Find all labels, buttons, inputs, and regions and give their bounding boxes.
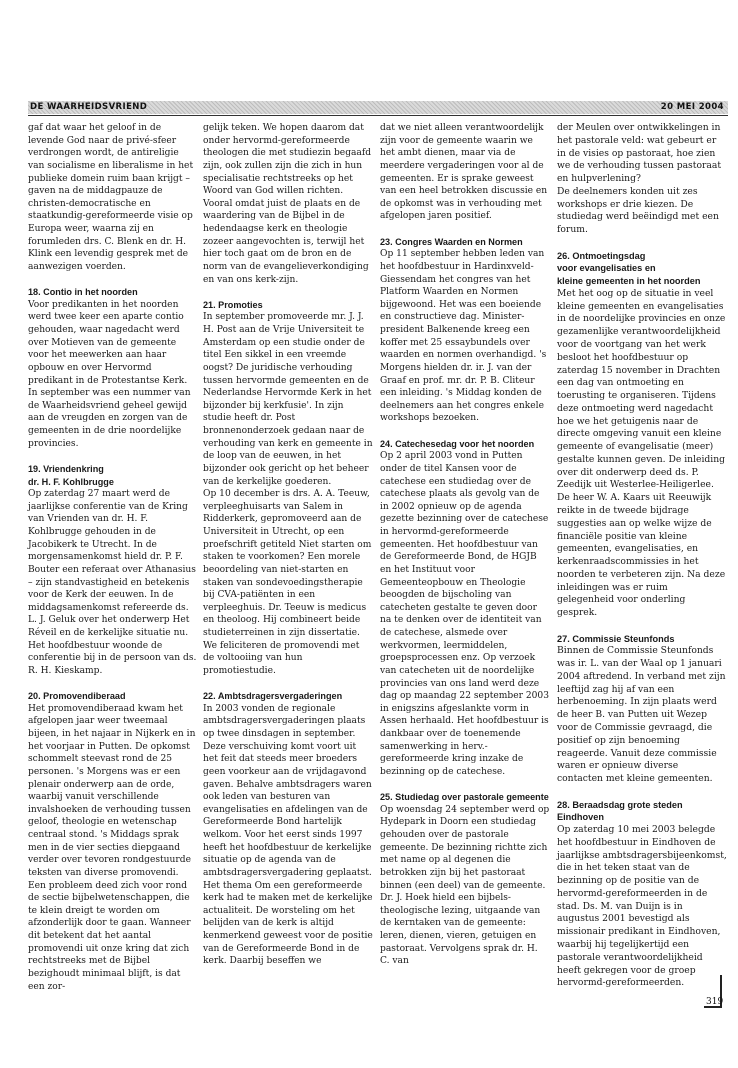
section-heading: 23. Congres Waarden en Normen	[380, 236, 523, 247]
paragraph: gelijk teken. We hopen daarom dat onder hervormd-gereformeerde theologen die met studiezin begaafd zijn, ook zullen zijn die zich in hun specialisatie rechtstreeks op het Woord van God willen richten. Vooral omdat juist de plaats en de waardering van de Bijbel in de hedendaagse kerk en theologie zozeer aangevochten is, terwijl het hier toch gaat om de bron en de norm van de evangelieverkondiging en van ons kerk-zijn.	[203, 123, 372, 285]
section-heading: 25. Studiedag over pastorale gemeente	[380, 792, 549, 803]
column-4	[557, 122, 727, 990]
paragraph: Binnen de Commissie Steunfonds was ir. L. van der Waal op 1 januari 2004 aftredend. In verband met zijn leeftijd zag hij af van een herbenoeming. In zijn plaats werd de heer B. van Putten uit Wezep voor de Commissie gevraagd, die positief op zijn benoeming reageerde. Vanuit deze commissie waren er opnieuw diverse contacten met kleine gemeenten.	[557, 645, 726, 785]
column-2	[203, 122, 373, 968]
section-heading: 19. Vriendenkring	[28, 463, 104, 474]
section-heading: voor evangelisaties en	[557, 263, 656, 274]
page-number: 319	[706, 997, 724, 1007]
section-spacer	[557, 237, 727, 250]
section-spacer	[380, 425, 550, 438]
paragraph: Op 2 april 2003 vond in Putten onder de titel Kansen voor de catechese een studiedag over de catechese plaats als gevolg van de in 2002 opnieuw op de agenda gezette bezinning over de catechese in hervormd-gereformeerde gemeenten. Het hoofdbestuur van de Gereformeerde Bond, de HGJB en het Instituut voor Gemeenteopbouw en Theologie beoogden de bijscholing van catecheten gestalte te geven door na te denken over de identiteit van de catechese, alsmede over werkvormen, leermiddelen, groepsprocessen enz. Op verzoek van catecheten uit de noordelijke provincies van ons land werd deze dag op maandag 22 september 2003 in enigszins afgeslankte vorm in Assen herhaald. Het hoofdbestuur is dankbaar over de toenemende samenwerking in herv.-gereformeerde kring inzake de bezinning op de catechese.	[380, 451, 549, 777]
section-spacer	[203, 286, 373, 299]
section-heading: 22. Ambtsdragersvergaderingen	[203, 691, 343, 702]
section-spacer	[28, 450, 198, 463]
section-heading: 24. Catechesedag voor het noorden	[380, 438, 535, 449]
header-rule	[28, 115, 728, 116]
paragraph: Op 11 september hebben leden van het hoofdbestuur in Hardinxveld-Giessendam het congres van het Platform Waarden en Normen bijgewoond. Het was een boeiende en constructieve dag. Minister-president Balkenende kreeg een koffer met 25 essaybundels over waarden en normen overhandigd. 's Morgens hielden dr. ir. J. van der Graaf en prof. mr. dr. P. B. Cliteur een inleiding. 's Middag konden de deelnemers aan het congres enkele workshops bezoeken.	[380, 249, 547, 424]
paragraph: der Meulen over ontwikkelingen in het pastorale veld: wat gebeurt er in de visies op pastoraat, hoe zien we de verhouding tussen pastoraat en hulpverlening?	[557, 122, 722, 185]
paragraph: Voor predikanten in het noorden werd twee keer een aparte contio gehouden, waar nagedacht werd over Motieven van de gemeente voor het meewerken aan haar opbouw en over Hervormd predikant in de Protestantse Kerk.	[28, 299, 188, 386]
paragraph: dat we niet alleen verantwoordelijk zijn voor de gemeente waarin we het ambt dienen, maar via de meerdere vergaderingen voor al de gemeenten. Er is sprake geweest van een heel betrokken discussie en de opkomst was in verhouding met afgelopen jaren positief.	[380, 123, 548, 222]
section-spacer	[557, 620, 727, 633]
section-heading: kleine gemeenten in het noorden	[557, 276, 701, 287]
paragraph: Op 10 december is drs. A. A. Teeuw, verpleeghuisarts van Salem in Ridderkerk, gepromoveerd aan de Universiteit in Utrecht, op een proefschrift getiteld Niet starten om staken te voorkomen? Een morele beoordeling van niet-starten en staken van sondevoedingstherapie bij CVA-patiënten in een verpleeghuis. Dr. Teeuw is medicus en theoloog. Hij combineert beide studieterreinen in zijn dissertatie.	[203, 489, 372, 638]
section-spacer	[203, 678, 373, 691]
paragraph: De deelnemers konden uit zes workshops er drie kiezen. De studiedag werd beëindigd met een forum.	[557, 185, 719, 236]
paragraph: Het promovendiberaad kwam het afgelopen jaar weer tweemaal bijeen, in het najaar in Nijkerk en in het voorjaar in Putten. De opkomst schommelt steevast rond de 25 personen. 's Morgens was er een plenair onderwerp aan de orde, waarbij vanuit verschillende invalshoeken de verhouding tussen geloof, theologie en wetenschap centraal stond. 's Middags sprak men in de vier secties diepgaand verder over tevoren rondgestuurde teksten van diverse promovendi. Een probleem deed zich voor rond de sectie bijbelwetenschappen, die te klein dreigt te worden om afzonderlijk door te gaan. Wanneer dit betekent dat het aantal promovendi uit onze kring dat zich rechtstreeks met de Bijbel bezighoudt minimaal blijft, is dat een zor-	[28, 703, 196, 992]
paragraph: Met het oog op de situatie in veel kleine gemeenten en evangelisaties in de noordelijke provincies en onze gezamenlijke verantwoordelijkheid voor de voortgang van het werk besloot het hoofdbestuur op zaterdag 15 november in Drachten een dag van ontmoeting en toerusting te organiseren. Tijdens deze ontmoeting werd nagedacht hoe we het getuigenis naar de directe omgeving vanuit een kleine gemeente of evangelisatie (meer) gestalte kunnen geven. De inleiding over dit onderwerp deed ds. P. Zeedijk uit Westerlee-Heiligerlee. De heer W. A. Kaars uit Reeuwijk reikte in de tweede bijdrage suggesties aan op welke wijze de financiële positie van kleine gemeenten, evangelisaties, en kerkenraadscommissies in het noorden te verbeteren zijn. Na deze inleidingen was er ruim gelegenheid voor onderling gesprek.	[557, 287, 726, 619]
paragraph: Op zaterdag 27 maart werd de jaarlijkse conferentie van de Kring van Vrienden van dr. H. F. Kohlbrugge gehouden in de Jacobikerk te Utrecht. In de morgensamenkomst hield dr. P. F. Bouter een referaat over Athanasius – zijn standvastigheid en betekenis voor de Kerk der eeuwen. In de middagsamenkomst refereerde ds. L. J. Geluk over het onderwerp Het Réveil en de kerkelijke situatie nu. Het hoofdbestuur woonde de conferentie bij in de persoon van ds. R. H. Kieskamp.	[28, 489, 197, 676]
running-header	[28, 101, 728, 114]
section-spacer	[28, 678, 198, 691]
section-spacer	[557, 786, 727, 799]
section-heading: 20. Promovendiberaad	[28, 691, 126, 702]
section-spacer	[380, 223, 550, 236]
publication-name: DE WAARHEIDSVRIEND	[30, 102, 148, 112]
section-heading: 18. Contio in het noorden	[28, 287, 138, 298]
section-spacer	[28, 274, 198, 287]
section-heading: 21. Promoties	[203, 299, 263, 310]
paragraph: Op zaterdag 10 mei 2003 belegde het hoofdbestuur in Eindhoven de jaarlijkse ambtsdragersbijeenkomst, die in het teken staat van de bezinning op de positie van de hervormd-gereformeerden in de stad. Ds. M. van Duijn is in augustus 2001 bevestigd als missionair predikant in Eindhoven, waarbij hij tegelijkertijd een pastorale verantwoordelijkheid heeft gekregen voor de groep hervormd-gereformeerden.	[557, 824, 727, 989]
section-heading: dr. H. F. Kohlbrugge	[28, 476, 114, 487]
issue-date: 20 MEI 2004	[660, 102, 724, 112]
paragraph: In september was een nummer van de Waarheidsvriend geheel gewijd aan de vreugden en zorgen van de gemeenten in de drie noordelijke provincies.	[28, 388, 191, 449]
column-1	[28, 122, 198, 993]
section-heading: 27. Commissie Steunfonds	[557, 633, 675, 644]
section-heading: 28. Beraadsdag grote steden	[557, 799, 683, 810]
paragraph: In september promoveerde mr. J. J. H. Post aan de Vrije Universiteit te Amsterdam op een studie onder de titel Een sikkel in een vreemde oogst? De juridische verhouding tussen hervormde gemeenten en de Nederlandse Hervormde Kerk in het bijzonder bij kerkfusie'. In zijn studie heeft dr. Post bronnenonderzoek gedaan naar de verhouding van kerk en gemeente in de loop van de eeuwen, in het bijzonder ook gericht op het beheer van de kerkelijke goederen.	[203, 312, 373, 487]
column-3	[380, 122, 550, 968]
paragraph: We feliciteren de promovendi met de voltooiing van hun promotiestudie.	[203, 640, 360, 676]
paragraph: gaf dat waar het geloof in de levende God naar de privé-sfeer verdrongen wordt, de antireligie van socialisme en liberalisme in het publieke domein ruim baan krijgt – gaven na de middagpauze de christen-democratische en staatkundig-gereformeerde visie op Europa weer, waarna zij en forumleden drs. C. Blenk en dr. H. Klink een levendig gesprek met de aanwezigen voerden.	[28, 123, 194, 272]
section-heading: Eindhoven	[557, 812, 604, 823]
paragraph: Op woensdag 24 september werd op Hydepark in Doorn een studiedag gehouden over de pastorale gemeente. De bezinning richtte zich met name op al degenen die betrokken zijn bij het pastoraat binnen (een deel) van de gemeente. Dr. J. Hoek hield een bijbels-theologische lezing, uitgaande van de kerntaken van de gemeente: leren, dienen, vieren, getuigen en pastoraat. Vervolgens sprak dr. H. C. van	[380, 804, 550, 967]
section-heading: 26. Ontmoetingsdag	[557, 250, 646, 261]
section-spacer	[380, 779, 550, 792]
paragraph: In 2003 vonden de regionale ambtsdragersvergaderingen plaats op twee dinsdagen in september. Deze verschuiving komt voort uit het feit dat steeds meer broeders geen voorkeur aan de vrijdagavond gaven. Behalve ambtsdragers waren ook leden van besturen van evangelisaties en afdelingen van de Gereformeerde Bond hartelijk welkom. Voor het eerst sinds 1997 heeft het hoofdbestuur de kerkelijke situatie op de agenda van de ambtsdragersvergadering geplaatst. Het thema Om een gereformeerde kerk had te maken met de kerkelijke actualiteit. De worsteling om het belijden van de kerk is altijd kenmerkend geweest voor de positie van de Gereformeerde Bond in de kerk. Daarbij beseffen we	[203, 703, 373, 967]
